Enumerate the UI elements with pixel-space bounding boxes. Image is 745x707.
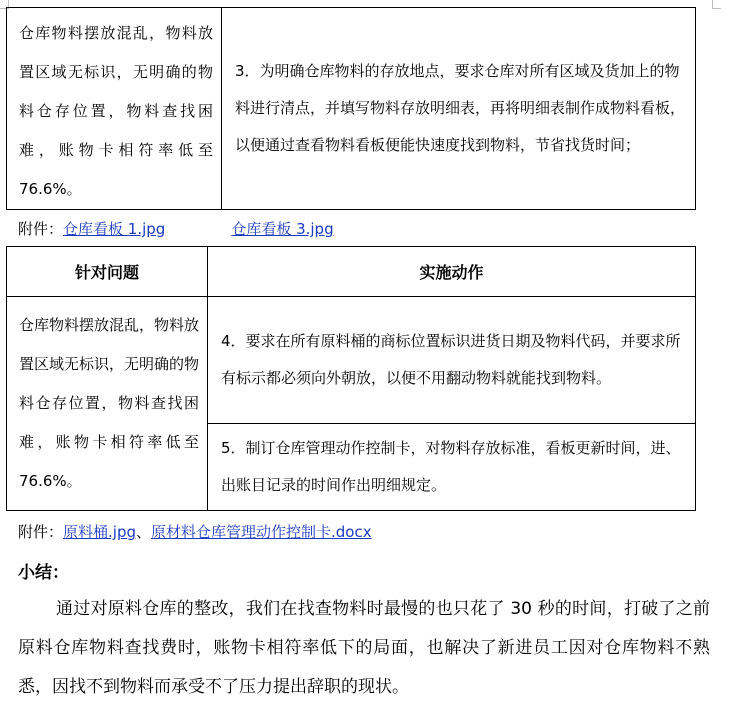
problem-cell xyxy=(7,297,208,511)
measures-table-1 xyxy=(6,7,696,210)
attachment-line-1 xyxy=(18,218,334,239)
summary-body: 通过对原料仓库的整改，我们在找查物料时最慢的也只花了 30 秒的时间，打破了之前原料仓库物料查找费时，账物卡相符率低下的局面，也解决了新进员工因对仓库物料不熟悉，因找不到物料而承受不了压力提出辞职的现状。 xyxy=(18,599,710,697)
page-corner-mark-right xyxy=(712,0,721,9)
action-cell xyxy=(208,424,696,511)
action-cell xyxy=(208,297,696,424)
attachment-label: 附件： xyxy=(18,220,64,238)
action-cell xyxy=(222,8,696,210)
table-row xyxy=(7,297,696,424)
attachment-label: 附件： xyxy=(18,523,64,541)
action-3-text: 3．为明确仓库物料的存放地点，要求仓库对所有区域及货加上的物料进行清点，并填写物料存放明细表，再将明细表制作成物料看板，以便通过查看物料看板便能快速度找到物料，节省找货时间； xyxy=(235,62,686,154)
attachment-link-control-card[interactable]: 原材料仓库管理动作控制卡.docx xyxy=(151,523,372,541)
header-problem: 针对问题 xyxy=(7,247,208,297)
attachment-line-2 xyxy=(18,521,372,542)
header-action: 实施动作 xyxy=(208,247,696,297)
attachment-link-kanban-3[interactable]: 仓库看板 3.jpg xyxy=(231,220,334,238)
table-header-row xyxy=(7,247,696,297)
summary-title: 小结： xyxy=(18,563,69,583)
measures-table-2 xyxy=(6,246,696,511)
attachment-link-kanban-1[interactable]: 仓库看板 1.jpg xyxy=(63,220,166,238)
problem-text: 仓库物料摆放混乱，物料放置区域无标识，无明确的物料仓存位置，物料查找困难，账物卡相符率低至 76.6%。 xyxy=(19,24,213,198)
attachment-link-raw-barrel[interactable]: 原料桶.jpg xyxy=(63,523,136,541)
table-row xyxy=(7,8,696,210)
problem-cell xyxy=(7,8,222,210)
problem-text: 仓库物料摆放混乱，物料放置区域无标识，无明确的物料仓存位置，物料查找困难，账物卡相符率低至 76.6%。 xyxy=(19,316,200,490)
action-5-text: 5．制订仓库管理动作控制卡，对物料存放标准，看板更新时间，进、出账目记录的时间作出明细规定。 xyxy=(221,439,681,494)
attachment-separator: 、 xyxy=(136,523,152,541)
action-4-text: 4．要求在所有原料桶的商标位置标识进货日期及物料代码，并要求所有标示都必须向外朝放，以便不用翻动物料就能找到物料。 xyxy=(221,332,681,387)
